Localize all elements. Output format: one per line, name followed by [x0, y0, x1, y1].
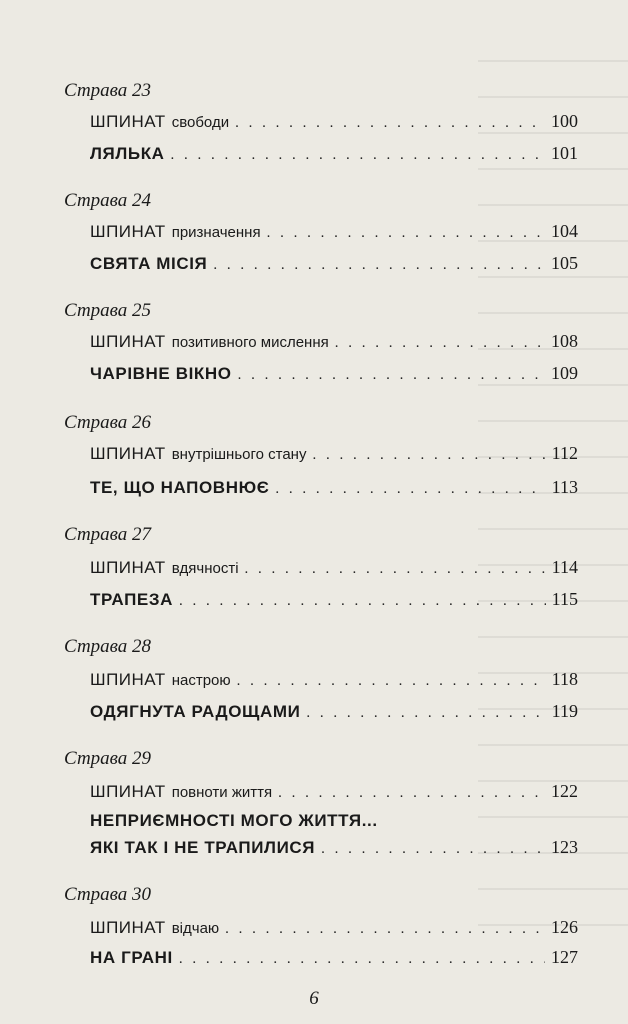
leader-dots — [179, 948, 545, 970]
toc-entry — [90, 476, 578, 500]
leader-dots — [238, 364, 545, 386]
toc-entry — [90, 700, 578, 724]
entry-title: ЛЯЛЬКА — [90, 144, 165, 163]
page-number: 104 — [551, 221, 578, 241]
entry-subtitle: відчаю — [171, 920, 220, 937]
entry-subtitle: позитивного мислення — [171, 334, 329, 351]
leader-dots — [213, 254, 545, 276]
bleed-through-texture — [478, 60, 628, 960]
toc-entry — [90, 442, 578, 466]
entry-title: ОДЯГНУТА РАДОЩАМИ — [90, 702, 301, 721]
entry-subtitle: внутрішнього стану — [171, 446, 307, 463]
toc-entry — [90, 556, 578, 580]
leader-dots — [267, 222, 545, 244]
toc-entry — [90, 588, 578, 612]
entry-keyword: ШПИНАТ — [90, 558, 166, 577]
page-folio: 6 — [309, 988, 319, 1009]
leader-dots — [237, 670, 546, 692]
entry-keyword: ШПИНАТ — [90, 782, 166, 801]
page-number: 127 — [551, 947, 578, 967]
leader-dots — [335, 332, 545, 354]
entry-title: ТЕ, ЩО НАПОВНЮЄ — [90, 478, 270, 497]
section-title: Страва 28 — [64, 636, 152, 657]
entry-subtitle: настрою — [171, 672, 231, 689]
entry-title-line1: НЕПРИЄМНОСТІ МОГО ЖИТТЯ... — [90, 811, 378, 830]
leader-dots — [171, 144, 545, 166]
entry-subtitle: повноти життя — [171, 784, 273, 801]
leader-dots — [312, 444, 545, 466]
page-number: 123 — [551, 837, 578, 857]
toc-entry — [90, 668, 578, 692]
leader-dots — [306, 702, 545, 724]
page-number: 101 — [551, 143, 578, 163]
toc-entry — [90, 946, 578, 970]
entry-subtitle: свободи — [171, 114, 230, 131]
page-number: 108 — [551, 331, 578, 351]
leader-dots — [245, 558, 546, 580]
page-number: 126 — [551, 917, 578, 937]
entry-title: ТРАПЕЗА — [90, 590, 173, 609]
page-number: 112 — [551, 443, 578, 463]
entry-title: НА ГРАНІ — [90, 948, 173, 967]
toc-entry — [90, 142, 578, 166]
page-number: 114 — [551, 557, 578, 577]
entry-keyword: ШПИНАТ — [90, 112, 166, 131]
entry-keyword: ШПИНАТ — [90, 444, 166, 463]
leader-dots — [278, 782, 545, 804]
section-title: Страва 25 — [64, 300, 152, 321]
toc-entry — [90, 220, 578, 244]
page-number: 119 — [551, 701, 578, 721]
toc-entry — [90, 916, 578, 940]
section-title: Страва 26 — [64, 412, 152, 433]
entry-keyword: ШПИНАТ — [90, 222, 166, 241]
section-title: Страва 29 — [64, 748, 152, 769]
page-number: 122 — [551, 781, 578, 801]
toc-entry — [90, 780, 578, 804]
section-title: Страва 24 — [64, 190, 152, 211]
leader-dots — [321, 838, 545, 860]
section-title: Страва 27 — [64, 524, 152, 545]
page-number: 118 — [551, 669, 578, 689]
page-number: 115 — [551, 589, 578, 609]
entry-subtitle: призначення — [171, 224, 261, 241]
leader-dots — [235, 112, 545, 134]
section-title: Страва 30 — [64, 884, 152, 905]
entry-subtitle: вдячності — [171, 560, 239, 577]
entry-title: СВЯТА МІСІЯ — [90, 254, 208, 273]
entry-title: ЧАРІВНЕ ВІКНО — [90, 364, 232, 383]
toc-entry — [90, 252, 578, 276]
page-number: 100 — [551, 111, 578, 131]
page-number: 105 — [551, 253, 578, 273]
entry-title: ЯКІ ТАК І НЕ ТРАПИЛИСЯ — [90, 838, 316, 857]
page-number: 113 — [551, 477, 578, 497]
entry-keyword: ШПИНАТ — [90, 670, 166, 689]
leader-dots — [275, 478, 545, 500]
entry-keyword: ШПИНАТ — [90, 918, 166, 937]
entry-keyword: ШПИНАТ — [90, 332, 166, 351]
toc-entry — [90, 330, 578, 354]
leader-dots — [225, 918, 545, 940]
toc-entry — [90, 362, 578, 386]
leader-dots — [179, 590, 546, 612]
section-title: Страва 23 — [64, 80, 152, 101]
toc-entry — [90, 836, 578, 860]
toc-entry — [90, 110, 578, 134]
page-number: 109 — [551, 363, 578, 383]
